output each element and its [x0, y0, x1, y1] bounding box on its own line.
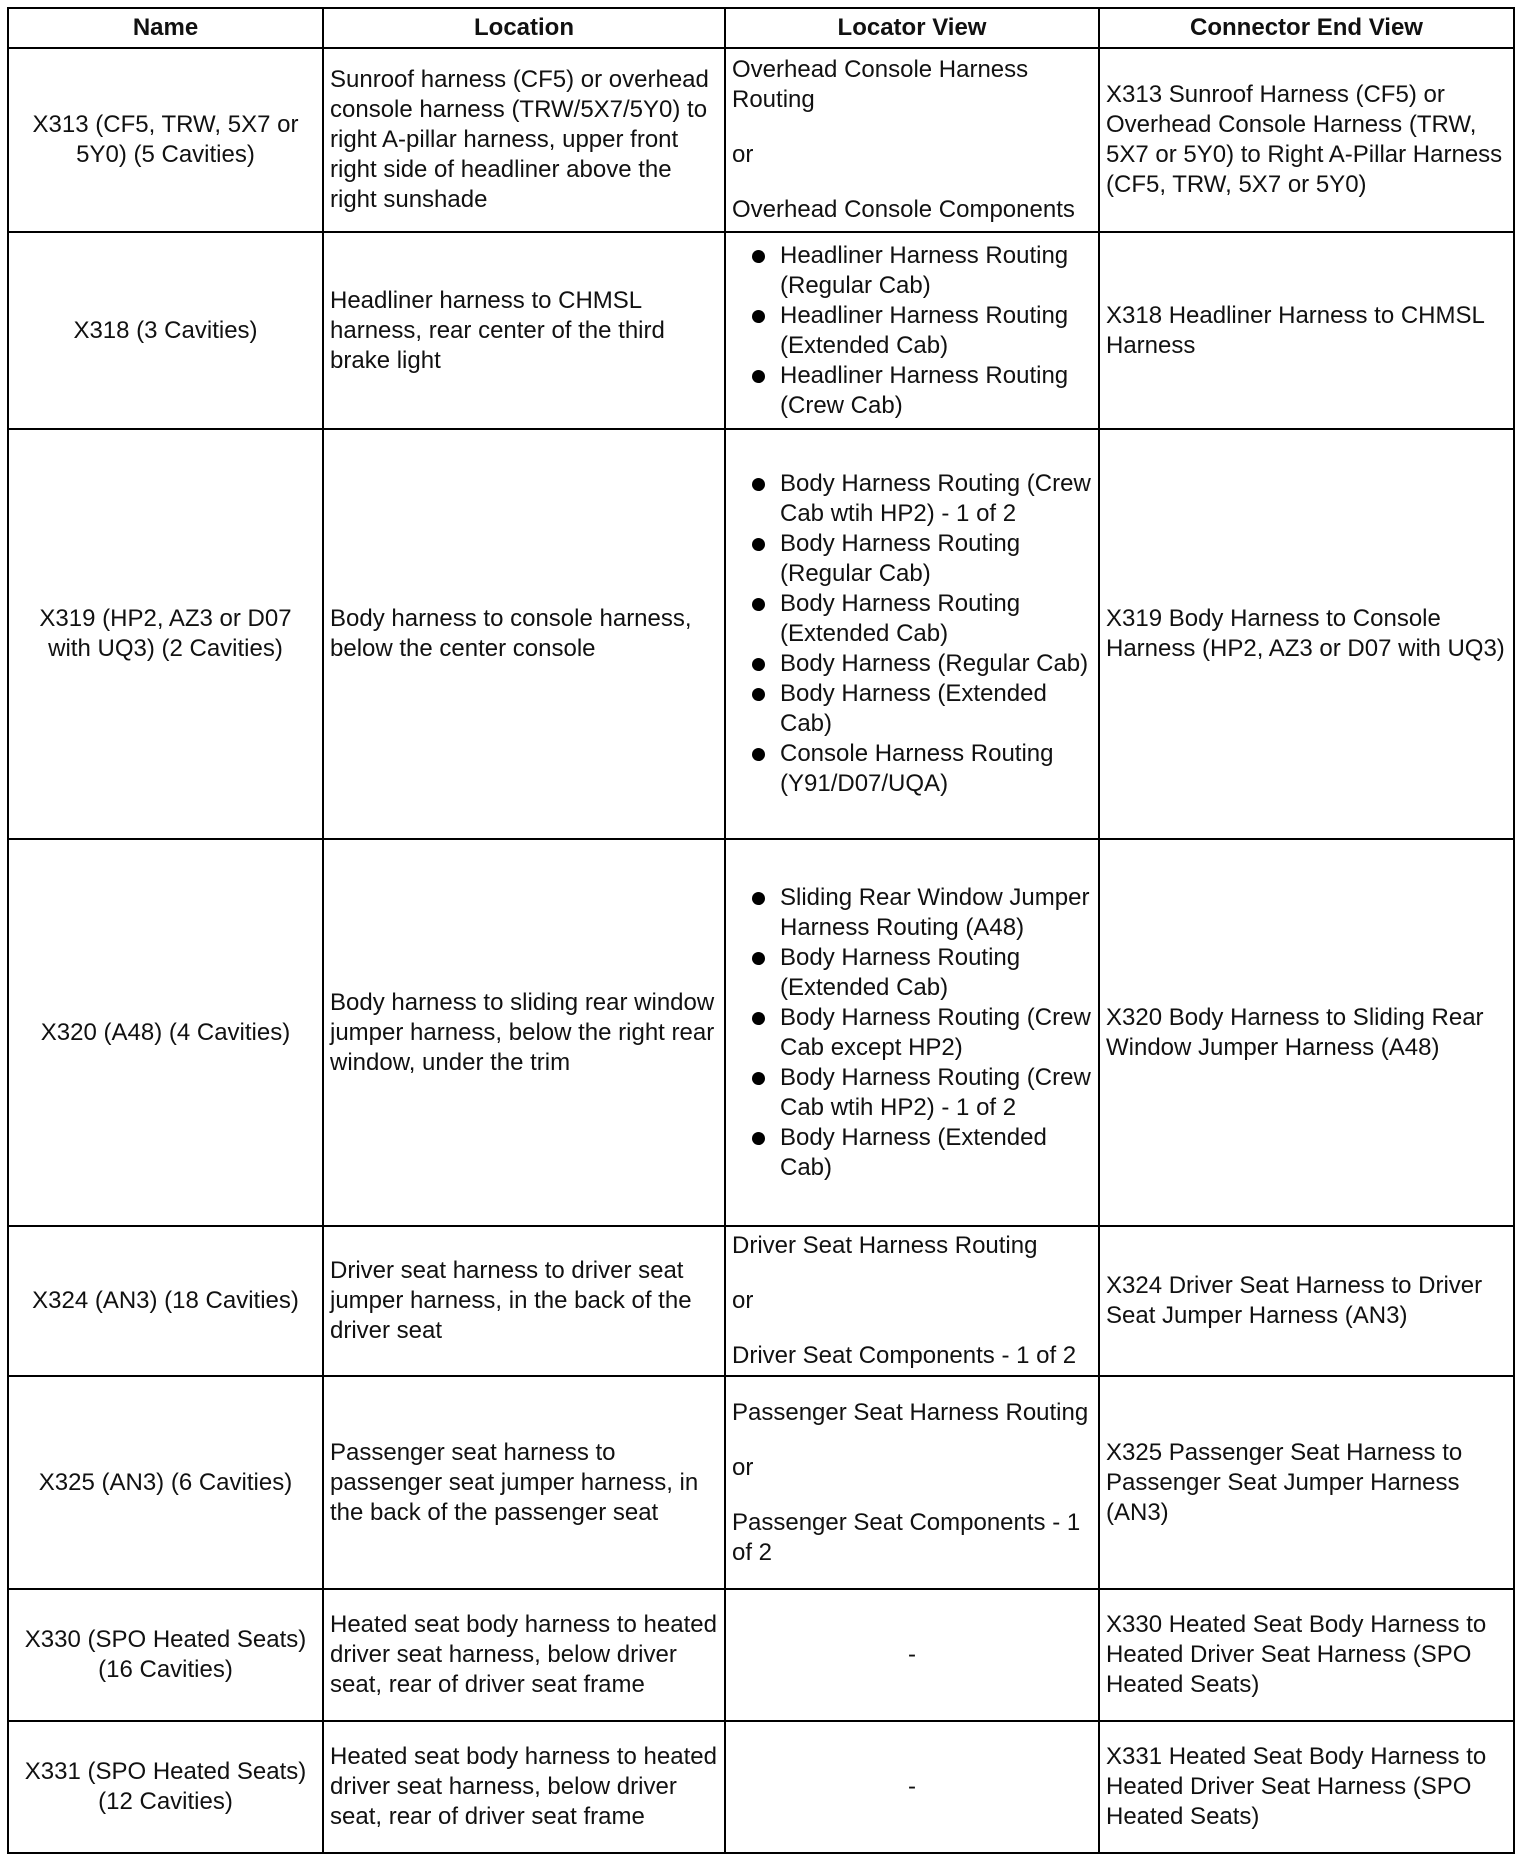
- locator-link[interactable]: Driver Seat Harness Routing: [732, 1232, 1038, 1259]
- locator-view-cell: [725, 1376, 1099, 1589]
- locator-list-item[interactable]: Body Harness Routing (Extended Cab): [732, 589, 1092, 649]
- connector-location: Body harness to sliding rear window jumper harness, below the right rear window, under the trim: [323, 839, 725, 1226]
- connector-name: X324 (AN3) (18 Cavities): [8, 1226, 323, 1376]
- connector-end-view-link[interactable]: X320 Body Harness to Sliding Rear Window Jumper Harness (A48): [1099, 839, 1514, 1226]
- connector-location: Headliner harness to CHMSL harness, rear center of the third brake light: [323, 232, 725, 429]
- connector-table: [7, 7, 1515, 1854]
- locator-list: [732, 241, 1092, 421]
- table-row-x324: [8, 1226, 1514, 1376]
- table-row-x320: [8, 839, 1514, 1226]
- connector-name: X330 (SPO Heated Seats) (16 Cavities): [8, 1589, 323, 1721]
- locator-list: [732, 883, 1092, 1183]
- table-row-x318: [8, 232, 1514, 429]
- table-row-x325: [8, 1376, 1514, 1589]
- locator-link[interactable]: Passenger Seat Harness Routing: [732, 1398, 1089, 1426]
- locator-or: or: [732, 1453, 754, 1481]
- connector-end-view-link[interactable]: X324 Driver Seat Harness to Driver Seat Jumper Harness (AN3): [1099, 1226, 1514, 1376]
- connector-location: Body harness to console harness, below the center console: [323, 429, 725, 839]
- locator-list-item[interactable]: Headliner Harness Routing (Extended Cab): [732, 301, 1092, 361]
- header-location: Location: [323, 8, 725, 48]
- locator-view-cell: [725, 1226, 1099, 1376]
- table-row-x319: [8, 429, 1514, 839]
- locator-list-item[interactable]: Body Harness Routing (Extended Cab): [732, 943, 1092, 1003]
- connector-name: X318 (3 Cavities): [8, 232, 323, 429]
- connector-end-view-link[interactable]: X318 Headliner Harness to CHMSL Harness: [1099, 232, 1514, 429]
- header-connector-end-view: Connector End View: [1099, 8, 1514, 48]
- connector-location: Driver seat harness to driver seat jumper harness, in the back of the driver seat: [323, 1226, 725, 1376]
- locator-list-item[interactable]: Body Harness Routing (Crew Cab except HP2): [732, 1003, 1092, 1063]
- locator-link[interactable]: Overhead Console Components: [732, 196, 1075, 223]
- locator-view-cell: [725, 232, 1099, 429]
- connector-end-view-link[interactable]: X325 Passenger Seat Harness to Passenger Seat Jumper Harness (AN3): [1099, 1376, 1514, 1589]
- connector-location: Heated seat body harness to heated driver seat harness, below driver seat, rear of driver seat frame: [323, 1721, 725, 1853]
- header-name: Name: [8, 8, 323, 48]
- connector-end-view-link[interactable]: X330 Heated Seat Body Harness to Heated Driver Seat Harness (SPO Heated Seats): [1099, 1589, 1514, 1721]
- locator-list-item[interactable]: Body Harness (Extended Cab): [732, 1123, 1092, 1183]
- connector-name: X319 (HP2, AZ3 or D07 with UQ3) (2 Cavities): [8, 429, 323, 839]
- locator-link[interactable]: Passenger Seat Components - 1 of 2: [732, 1508, 1081, 1566]
- connector-name: X320 (A48) (4 Cavities): [8, 839, 323, 1226]
- header-locator-view: Locator View: [725, 8, 1099, 48]
- locator-list-item[interactable]: Body Harness (Regular Cab): [732, 649, 1092, 679]
- locator-list-item[interactable]: Body Harness Routing (Regular Cab): [732, 529, 1092, 589]
- connector-end-view-link[interactable]: X313 Sunroof Harness (CF5) or Overhead Console Harness (TRW, 5X7 or 5Y0) to Right A-Pillar Harness (CF5, TRW, 5X7 or 5Y0): [1099, 48, 1514, 232]
- header-row: [8, 8, 1514, 48]
- locator-view-cell: [725, 429, 1099, 839]
- locator-list-item[interactable]: Headliner Harness Routing (Crew Cab): [732, 361, 1092, 421]
- connector-end-view-link[interactable]: X319 Body Harness to Console Harness (HP2, AZ3 or D07 with UQ3): [1099, 429, 1514, 839]
- locator-list-item[interactable]: Body Harness Routing (Crew Cab wtih HP2) - 1 of 2: [732, 469, 1092, 529]
- locator-or: or: [732, 141, 754, 168]
- connector-name: X313 (CF5, TRW, 5X7 or 5Y0) (5 Cavities): [8, 48, 323, 232]
- locator-list-item[interactable]: Sliding Rear Window Jumper Harness Routing (A48): [732, 883, 1092, 943]
- locator-or: or: [732, 1287, 754, 1314]
- connector-name: X331 (SPO Heated Seats) (12 Cavities): [8, 1721, 323, 1853]
- connector-location: Heated seat body harness to heated driver seat harness, below driver seat, rear of driver seat frame: [323, 1589, 725, 1721]
- locator-view-empty: -: [725, 1721, 1099, 1853]
- locator-list-item[interactable]: Headliner Harness Routing (Regular Cab): [732, 241, 1092, 301]
- locator-view-cell: [725, 839, 1099, 1226]
- locator-view-cell: [725, 48, 1099, 232]
- connector-table-page: [7, 7, 1513, 1854]
- connector-name: X325 (AN3) (6 Cavities): [8, 1376, 323, 1589]
- locator-list-item[interactable]: Body Harness Routing (Crew Cab wtih HP2) - 1 of 2: [732, 1063, 1092, 1123]
- locator-link[interactable]: Overhead Console Harness Routing: [732, 56, 1029, 113]
- table-row-x330: [8, 1589, 1514, 1721]
- connector-location: Sunroof harness (CF5) or overhead console harness (TRW/5X7/5Y0) to right A-pillar harness, upper front right side of headliner above the right sunshade: [323, 48, 725, 232]
- table-row-x313: [8, 48, 1514, 232]
- connector-end-view-link[interactable]: X331 Heated Seat Body Harness to Heated Driver Seat Harness (SPO Heated Seats): [1099, 1721, 1514, 1853]
- locator-list-item[interactable]: Body Harness (Extended Cab): [732, 679, 1092, 739]
- table-row-x331: [8, 1721, 1514, 1853]
- locator-list-item[interactable]: Console Harness Routing (Y91/D07/UQA): [732, 739, 1092, 799]
- locator-view-empty: -: [725, 1589, 1099, 1721]
- connector-location: Passenger seat harness to passenger seat jumper harness, in the back of the passenger seat: [323, 1376, 725, 1589]
- locator-link[interactable]: Driver Seat Components - 1 of 2: [732, 1342, 1077, 1369]
- locator-list: [732, 469, 1092, 799]
